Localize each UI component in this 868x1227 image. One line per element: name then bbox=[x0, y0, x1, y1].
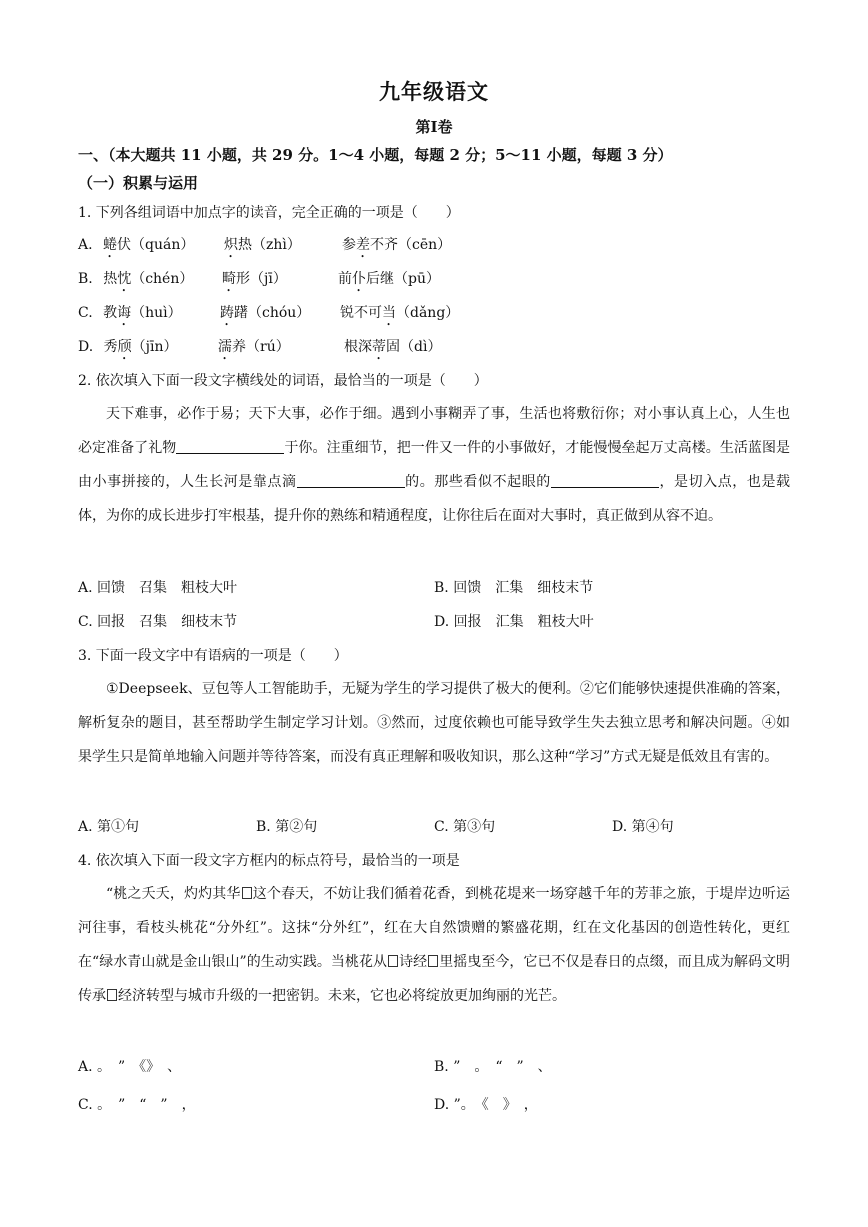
dotted-char: 仆 bbox=[352, 271, 366, 287]
word-text: 秀 bbox=[103, 339, 118, 355]
q2-option-d: D. 回报 汇集 粗枝大叶 bbox=[434, 614, 594, 630]
dotted-char: 踌 bbox=[220, 305, 234, 321]
q4-option-a: A. 。 ” 《》 、 bbox=[78, 1059, 182, 1075]
dotted-char: 差 bbox=[356, 237, 370, 253]
q1-option-c bbox=[78, 302, 182, 329]
q2-option-a: A. 回馈 召集 粗枝大叶 bbox=[78, 580, 238, 596]
fill-blank-2 bbox=[297, 473, 405, 488]
fill-blank-1 bbox=[176, 439, 284, 454]
q3-passage bbox=[78, 672, 790, 774]
passage-text: 于你。注重细节，把一件又一件的小事做好，才能慢慢垒起万丈高楼。生活蓝图是由小事拼接的，人生长河是靠点滴 bbox=[78, 440, 791, 490]
word-text: 前 bbox=[338, 271, 352, 287]
q4-option-b: B. ” 。 “ ” 、 bbox=[434, 1059, 552, 1075]
word-text: （chén） bbox=[131, 271, 194, 287]
word-text: 热 bbox=[103, 271, 118, 287]
word-text: 养（rú） bbox=[232, 339, 290, 355]
dotted-char: 畸 bbox=[222, 271, 236, 287]
word-text: 伏（quán） bbox=[117, 237, 195, 253]
q3-option-d: D. 第④句 bbox=[612, 819, 674, 835]
q1-option-b bbox=[78, 268, 193, 295]
dotted-char: 蒂 bbox=[372, 339, 386, 355]
passage-text: 诗经 bbox=[399, 954, 428, 970]
dotted-char: 蜷 bbox=[103, 237, 118, 253]
dotted-char: 濡 bbox=[218, 339, 232, 355]
word-text: 固（dì） bbox=[386, 339, 442, 355]
q2-option-b: B. 回馈 汇集 细枝末节 bbox=[434, 580, 594, 596]
q1-option-b-word3 bbox=[338, 268, 440, 295]
q2-passage bbox=[78, 397, 790, 533]
word-text: 热（zhì） bbox=[238, 237, 301, 253]
punctuation-box-2 bbox=[388, 955, 398, 967]
option-label: B. bbox=[78, 271, 93, 287]
dotted-char: 炽 bbox=[224, 237, 238, 253]
word-text: （jīn） bbox=[131, 339, 178, 355]
passage-text: 天下难事，必作于易；天下大事，必作于细。遇到小事糊弄了事，生活也将敷衍你；对小事认真上心，人生也必定准备了礼物 bbox=[78, 406, 790, 456]
passage-text: 的。那些看似不起眼的 bbox=[404, 474, 551, 490]
q1-option-d-word2 bbox=[218, 336, 290, 363]
q4-option-d: D. ”。 《 》 ， bbox=[434, 1097, 538, 1113]
passage-text: ①Deepseek、豆包等人工智能助手，无疑为学生的学习提供了极大的便利。②它们能够快速提供准确的答案，解析复杂的题目，甚至帮助学生制定学习计划。③然而，过度依赖也可能导致学生失去独立思考和解决问题。④如果学生只是简单地输入问题并等待答案，而没有真正理解和吸收知识，那么这种“学习”方式无疑是低效且有害的。 bbox=[78, 681, 790, 765]
subsection-heading: （一）积累与运用 bbox=[78, 174, 199, 192]
q3-option-a: A. 第①句 bbox=[78, 819, 140, 835]
q1-option-a bbox=[78, 234, 194, 261]
option-label: C. bbox=[78, 305, 93, 321]
word-text: （dǎng） bbox=[396, 305, 460, 321]
word-text: 锐不可 bbox=[340, 305, 382, 321]
word-text: 后继（pū） bbox=[366, 271, 440, 287]
volume-label: 第Ⅰ卷 bbox=[415, 118, 453, 136]
word-text: 躇（chóu） bbox=[234, 305, 311, 321]
q1-option-a-word3 bbox=[342, 234, 451, 261]
passage-text: “桃之夭夭，灼灼其华 bbox=[106, 886, 241, 902]
dotted-char: 颀 bbox=[117, 339, 132, 355]
passage-text: 这个春天，不妨让我们循着花香，到桃花堤来一场穿越千年的芳菲之旅，于堤岸边听运河往事，看枝头桃花“分外红”。这抹“分外红”，红在大自然馈赠的繁盛花期，红在文化基因的创造性转化，更红在“绿水青山就是金山银山”的生动实践。当桃花从 bbox=[78, 886, 790, 970]
word-text: （huì） bbox=[131, 305, 182, 321]
word-text: 形（jī） bbox=[236, 271, 287, 287]
page-title: 九年级语文 bbox=[379, 79, 489, 104]
q2-stem: 2. 依次填入下面一段文字横线处的词语，最恰当的一项是（ ） bbox=[78, 373, 488, 389]
q4-passage bbox=[78, 877, 790, 1013]
q1-option-c-word2 bbox=[220, 302, 310, 329]
q1-option-d-word3 bbox=[344, 336, 441, 363]
punctuation-box-4 bbox=[107, 989, 117, 1001]
q1-option-b-word2 bbox=[222, 268, 287, 295]
q3-option-c: C. 第③句 bbox=[434, 819, 496, 835]
word-text: 教 bbox=[103, 305, 118, 321]
dotted-char: 当 bbox=[382, 305, 396, 321]
q1-option-a-word2 bbox=[224, 234, 301, 261]
punctuation-box-3 bbox=[428, 955, 438, 967]
q4-stem: 4. 依次填入下面一段文字方框内的标点符号，最恰当的一项是 bbox=[78, 853, 460, 869]
option-label: D. bbox=[78, 339, 94, 355]
q1-option-c-word3 bbox=[340, 302, 459, 329]
passage-text: 经济转型与城市升级的一把密钥。未来，它也必将绽放更加绚丽的光芒。 bbox=[118, 988, 566, 1004]
punctuation-box-1 bbox=[242, 887, 252, 899]
passage-text: ，是切入点，也是载体，为你的成长进步打牢根基，提升你的熟练和精通程度，让你往后在面对大事时，真正做到从容不迫。 bbox=[78, 474, 791, 524]
dotted-char: 忱 bbox=[117, 271, 132, 287]
dotted-char: 诲 bbox=[117, 305, 132, 321]
q3-option-b: B. 第②句 bbox=[256, 819, 318, 835]
passage-text: 里摇曳至今，它已不仅是春日的点缀，而且成为解码文明传承 bbox=[78, 954, 791, 1004]
word-text: 参 bbox=[342, 237, 356, 253]
q4-option-c: C. 。 ” “ ” ， bbox=[78, 1097, 196, 1113]
word-text: 不齐（cēn） bbox=[370, 237, 452, 253]
q2-option-c: C. 回报 召集 细枝末节 bbox=[78, 614, 238, 630]
q3-stem: 3. 下面一段文字中有语病的一项是（ ） bbox=[78, 648, 348, 664]
option-label: A. bbox=[78, 237, 93, 253]
section-heading: 一、（本大题共 11 小题，共 29 分。1～4 小题，每题 2 分；5～11 小题，每题 3 分） bbox=[78, 146, 673, 164]
q1-stem: 1. 下列各组词语中加点字的读音，完全正确的一项是（ ） bbox=[78, 205, 460, 221]
q1-option-d bbox=[78, 336, 177, 363]
fill-blank-3 bbox=[551, 473, 659, 488]
word-text: 根深 bbox=[344, 339, 372, 355]
